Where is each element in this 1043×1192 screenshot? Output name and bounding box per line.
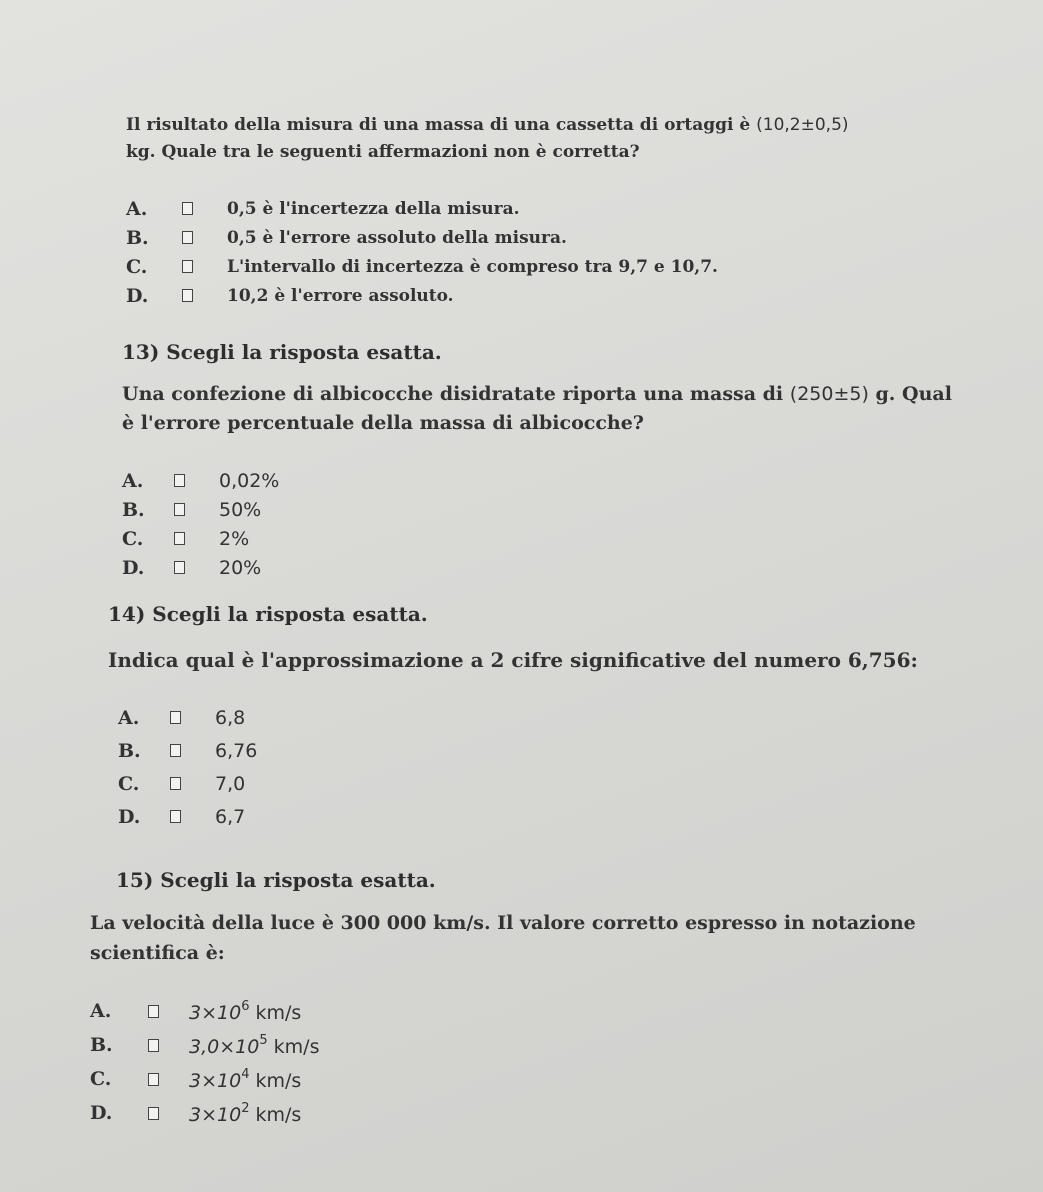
exponent: 2 xyxy=(241,1100,250,1116)
question-15-stem-line2: scientifica è: xyxy=(90,942,225,964)
option-letter: D. xyxy=(118,805,141,828)
unit: km/s xyxy=(255,1001,302,1024)
option-13-a[interactable] xyxy=(122,466,952,495)
option-text: 20% xyxy=(219,556,262,579)
option-letter: C. xyxy=(90,1068,112,1090)
option-letter: A. xyxy=(118,706,140,729)
checkbox[interactable] xyxy=(170,810,181,823)
checkbox[interactable] xyxy=(174,532,185,545)
option-text: 0,02% xyxy=(219,469,280,492)
option-text: 0,5 è l'incertezza della misura. xyxy=(227,198,520,219)
option-15-d[interactable] xyxy=(90,1096,916,1130)
option-12-d[interactable] xyxy=(126,281,849,310)
option-text xyxy=(189,999,301,1024)
option-text xyxy=(189,1033,319,1058)
unit: km/s xyxy=(255,1069,302,1092)
option-text: 6,8 xyxy=(215,706,246,729)
option-letter: B. xyxy=(90,1034,113,1056)
checkbox[interactable] xyxy=(182,289,193,302)
question-13 xyxy=(122,340,952,582)
option-text: L'intervallo di incertezza è compreso tra 9,7 e 10,7. xyxy=(227,256,718,277)
question-12-stem-line1 xyxy=(126,112,849,139)
question-14 xyxy=(108,602,918,833)
question-13-options xyxy=(122,466,952,582)
unit: km/s xyxy=(255,1103,302,1126)
option-text: 10,2 è l'errore assoluto. xyxy=(227,285,454,306)
exponent: 6 xyxy=(241,998,250,1014)
checkbox[interactable] xyxy=(182,260,193,273)
question-12-options xyxy=(126,194,849,310)
option-letter: D. xyxy=(90,1102,113,1124)
option-13-b[interactable] xyxy=(122,495,952,524)
mantissa: 3×10 xyxy=(189,1069,242,1092)
option-letter: C. xyxy=(126,255,148,278)
option-12-c[interactable] xyxy=(126,252,849,281)
exponent: 4 xyxy=(241,1066,250,1082)
question-13-stem-text: Una confezione di albicocche disidratate riporta una massa di xyxy=(122,383,784,405)
exponent: 5 xyxy=(259,1032,268,1048)
option-letter: A. xyxy=(126,197,148,220)
option-15-a[interactable] xyxy=(90,994,916,1028)
option-text xyxy=(189,1067,301,1092)
mantissa: 3×10 xyxy=(189,1001,242,1024)
option-letter: A. xyxy=(90,1000,112,1022)
checkbox[interactable] xyxy=(148,1073,159,1086)
option-letter: D. xyxy=(126,284,149,307)
option-14-c[interactable] xyxy=(118,767,918,800)
option-text: 50% xyxy=(219,498,262,521)
option-12-b[interactable] xyxy=(126,223,849,252)
option-letter: B. xyxy=(122,498,145,521)
option-14-d[interactable] xyxy=(118,800,918,833)
option-text: 0,5 è l'errore assoluto della misura. xyxy=(227,227,567,248)
option-letter: D. xyxy=(122,556,145,579)
option-letter: B. xyxy=(126,226,149,249)
checkbox[interactable] xyxy=(182,231,193,244)
question-13-stem-line1 xyxy=(122,380,952,409)
question-15-stem-line1: La velocità della luce è 300 000 km/s. Il valore corretto espresso in notazione xyxy=(90,912,916,934)
checkbox[interactable] xyxy=(148,1107,159,1120)
mantissa: 3×10 xyxy=(189,1103,242,1126)
option-13-d[interactable] xyxy=(122,553,952,582)
checkbox[interactable] xyxy=(174,503,185,516)
option-15-b[interactable] xyxy=(90,1028,916,1062)
option-letter: C. xyxy=(122,527,144,550)
question-12-stem-value: (10,2±0,5) xyxy=(756,115,849,135)
option-text: 2% xyxy=(219,527,250,550)
checkbox[interactable] xyxy=(174,474,185,487)
question-15-options xyxy=(90,994,916,1130)
unit: km/s xyxy=(273,1035,320,1058)
question-15 xyxy=(90,868,916,1130)
option-letter: B. xyxy=(118,739,141,762)
question-13-stem-line2: è l'errore percentuale della massa di albicocche? xyxy=(122,412,644,434)
question-15-heading: 15) Scegli la risposta esatta. xyxy=(116,868,436,892)
checkbox[interactable] xyxy=(148,1039,159,1052)
option-13-c[interactable] xyxy=(122,524,952,553)
question-12-stem-line2: kg. Quale tra le seguenti affermazioni non è corretta? xyxy=(126,142,640,162)
checkbox[interactable] xyxy=(174,561,185,574)
option-letter: C. xyxy=(118,772,140,795)
question-13-heading: 13) Scegli la risposta esatta. xyxy=(122,340,442,364)
question-12 xyxy=(126,112,849,310)
question-14-heading: 14) Scegli la risposta esatta. xyxy=(108,602,428,626)
checkbox[interactable] xyxy=(170,711,181,724)
question-13-stem-value: (250±5) xyxy=(789,383,869,405)
option-text xyxy=(189,1101,301,1126)
question-14-stem-line1: Indica qual è l'approssimazione a 2 cifre significative del numero 6,756: xyxy=(108,648,918,672)
option-text: 6,7 xyxy=(215,805,246,828)
option-letter: A. xyxy=(122,469,144,492)
option-text: 7,0 xyxy=(215,772,246,795)
checkbox[interactable] xyxy=(170,744,181,757)
option-15-c[interactable] xyxy=(90,1062,916,1096)
question-14-options xyxy=(118,701,918,833)
question-12-stem-text: Il risultato della misura di una massa di una cassetta di ortaggi è xyxy=(126,115,751,135)
mantissa: 3,0×10 xyxy=(189,1035,260,1058)
option-text: 6,76 xyxy=(215,739,258,762)
checkbox[interactable] xyxy=(182,202,193,215)
checkbox[interactable] xyxy=(148,1005,159,1018)
option-14-a[interactable] xyxy=(118,701,918,734)
question-13-stem-end: g. Qual xyxy=(875,383,952,405)
option-14-b[interactable] xyxy=(118,734,918,767)
checkbox[interactable] xyxy=(170,777,181,790)
option-12-a[interactable] xyxy=(126,194,849,223)
